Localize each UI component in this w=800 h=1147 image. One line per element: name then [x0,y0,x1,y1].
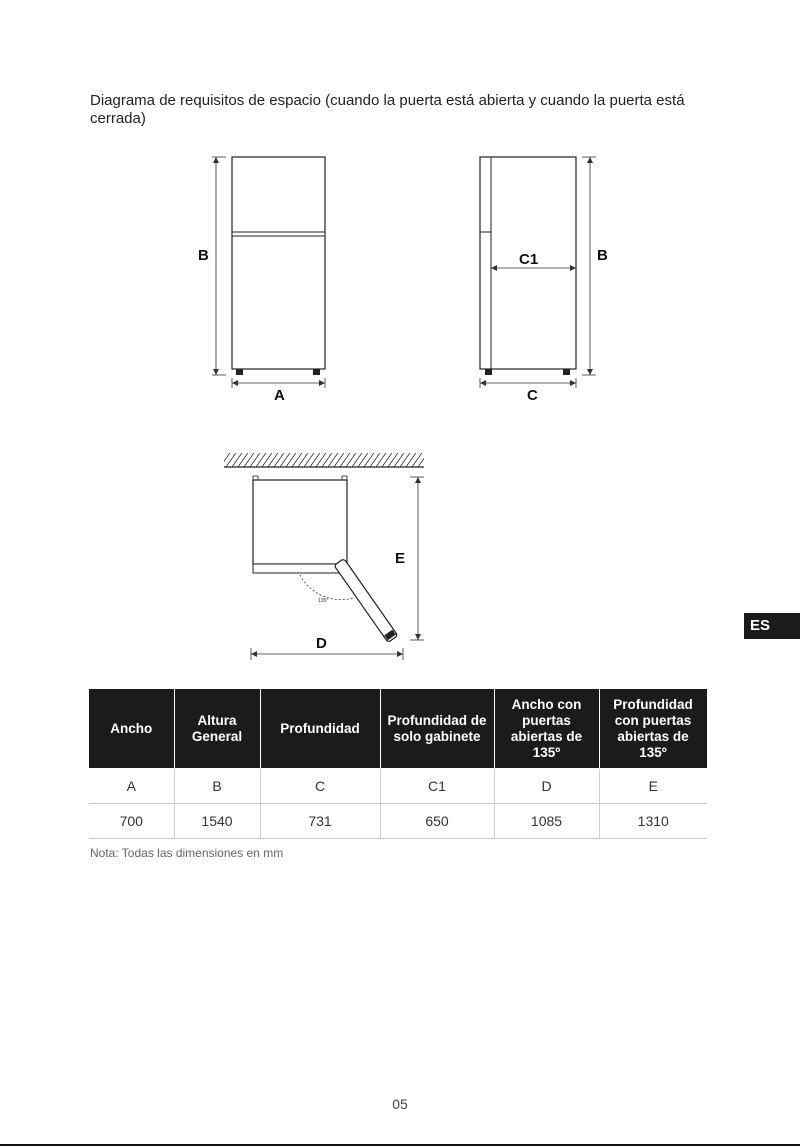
label-top-width-open: D [316,635,327,652]
label-front-width: A [274,387,285,404]
fridge-front-view [198,157,325,404]
label-side-depth: C [527,387,538,404]
header-overall-height: Altura General [174,689,260,769]
fridge-top-view [224,453,424,660]
header-depth: Profundidad [260,689,380,769]
table-cell: 1085 [494,804,599,839]
table-cell: D [494,769,599,804]
table-row [89,804,707,839]
language-tab: ES [744,613,800,639]
table-header-row [89,689,707,769]
label-door-angle: 135° [318,598,329,604]
header-width-open-doors: Ancho con puertas abiertas de 135º [494,689,599,769]
label-top-depth-open: E [395,550,406,567]
table-cell: 731 [260,804,380,839]
table-cell: 650 [380,804,494,839]
page-number: 05 [392,1096,408,1112]
table-cell: B [174,769,260,804]
bottom-rule [0,1144,800,1146]
header-width: Ancho [89,689,174,769]
table-cell: C [260,769,380,804]
table-row [89,769,707,804]
table-cell: C1 [380,769,494,804]
dimensions-table [89,688,708,839]
label-side-cabinet-depth: C1 [519,251,539,268]
label-front-height: B [198,247,209,264]
fridge-side-view [480,157,608,404]
page-heading: Diagrama de requisitos de espacio (cuando la puerta está abierta y cuando la puerta está cerrada) [90,92,685,127]
table-cell: 1310 [599,804,707,839]
table-cell: E [599,769,707,804]
header-cabinet-depth: Profundidad de solo gabinete [380,689,494,769]
label-side-height: B [597,247,608,264]
table-cell: 700 [89,804,174,839]
table-cell: 1540 [174,804,260,839]
dimensions-note: Nota: Todas las dimensiones en mm [90,846,284,860]
table-cell: A [89,769,174,804]
header-depth-open-doors: Profundidad con puertas abiertas de 135º [599,689,707,769]
